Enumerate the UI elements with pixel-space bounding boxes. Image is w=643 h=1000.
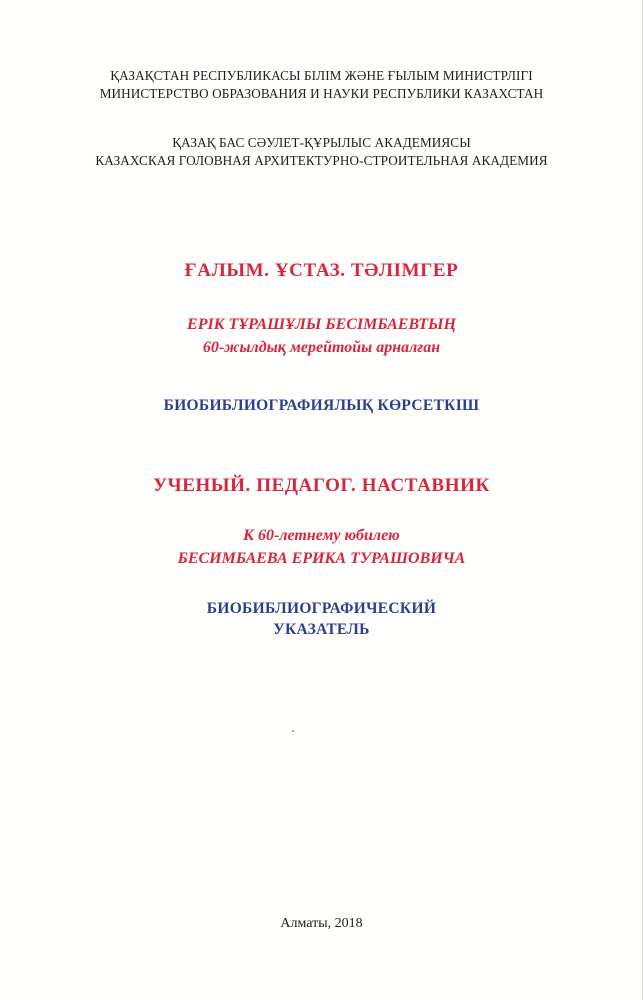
kazakh-dedication-line2: 60-жылдық мерейтойы арналған [202,339,441,356]
russian-title: УЧЕНЫЙ. ПЕДАГОГ. НАСТАВНИК [153,475,490,496]
russian-dedication-line1: К 60-летнему юбилею [243,527,400,544]
russian-document-type-line1: БИОБИБЛИОГРАФИЧЕСКИЙ [206,600,437,617]
kazakh-dedication-line1: ЕРІК ТҰРАШҰЛЫ БЕСІМБАЕВТЫҢ [187,316,456,333]
kazakh-title: ҒАЛЫМ. ҰСТАЗ. ТӘЛІМГЕР [184,260,459,281]
russian-document-type-line2: УКАЗАТЕЛЬ [273,621,370,638]
russian-dedication-line2: БЕСИМБАЕВА ЕРИКА ТУРАШОВИЧА [177,550,466,567]
academy-ru-heading: КАЗАХСКАЯ ГОЛОВНАЯ АРХИТЕКТУРНО-СТРОИТЕЛЬНАЯ АКАДЕМИЯ [95,153,548,168]
kazakh-document-type: БИОБИБЛИОГРАФИЯЛЫҚ КӨРСЕТКІШ [163,397,480,414]
ministry-ru-heading: МИНИСТЕРСТВО ОБРАЗОВАНИЯ И НАУКИ РЕСПУБЛИКИ КАЗАХСТАН [99,86,544,101]
ministry-kz-heading: ҚАЗАҚСТАН РЕСПУБЛИКАСЫ БІЛІМ ЖӘНЕ ҒЫЛЫМ МИНИСТРЛІГІ [110,68,533,83]
place-and-year: Алматы, 2018 [280,916,363,931]
academy-kz-heading: ҚАЗАҚ БАС СӘУЛЕТ-ҚҰРЫЛЫС АКАДЕМИЯСЫ [172,135,471,150]
paper-speck [292,730,294,732]
